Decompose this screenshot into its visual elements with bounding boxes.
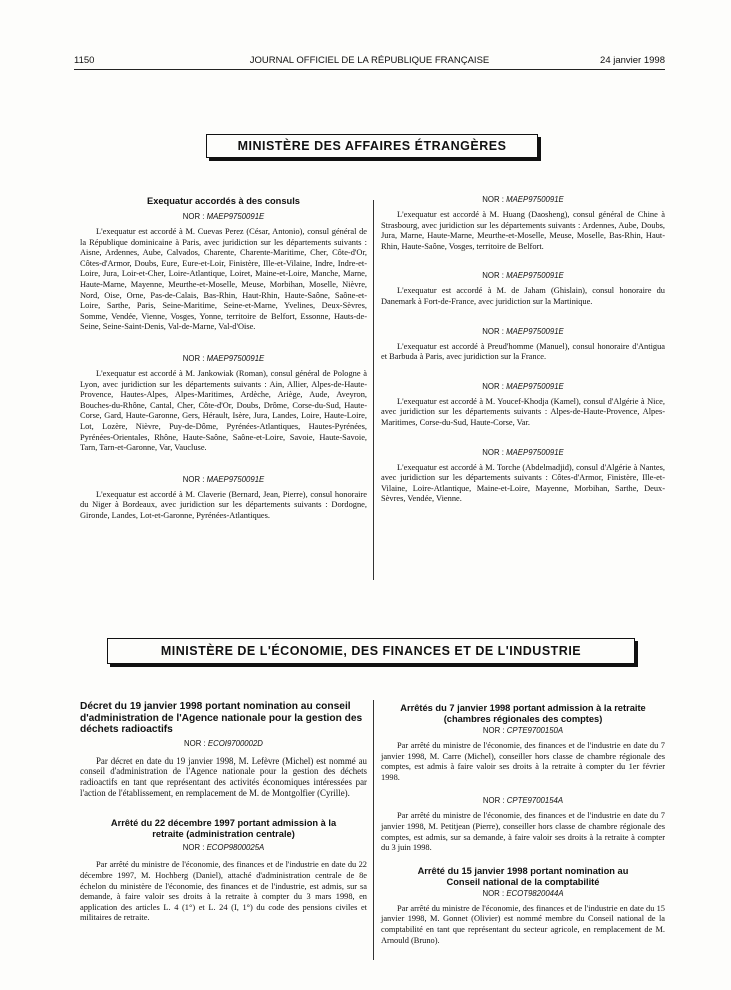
article-text: Par arrêté du ministre de l'économie, des finances et de l'industrie en date du 22 décembre 1997, M. Hochberg (Daniel), attaché d'administration centrale de 8e échelon du ministère de l'économie, des finances et de l'industrie, est admis, sur sa demande, à faire valoir ses droits à la retraite à compter du 3 mars 1998, en application des articles L. 4 (1°) et L. 24 (I, 1°) du code des pensions civiles et militaires de retraite.	[80, 860, 367, 923]
ministry-heading-economie: MINISTÈRE DE L'ÉCONOMIE, DES FINANCES ET DE L'INDUSTRIE	[107, 638, 635, 664]
article-text: Par arrêté du ministre de l'économie, des finances et de l'industrie en date du 7 janvier 1998, M. Petitjean (Pierre), conseiller hors classe de chambre régionale des comptes, est admis, sur sa demande, à faire valoir ses droits à la retraite à compter du 3 juin 1998.	[381, 811, 665, 853]
page-number: 1150	[74, 55, 95, 66]
nor-reference: NOR : MAEP9750091E	[182, 474, 265, 484]
entry-text: L'exequatur est accordé à M. Jankowiak (Roman), consul général de Pologne à Lyon, avec juridiction sur les départements suivants : Ain, Allier, Alpes-de-Haute-Provence, Hautes-Alpes, Alpes-Maritimes, Ardèche, Ariège, Aude, Aveyron, Bouches-du-Rhône, Cantal, Cher, Côte-d'Or, Doubs, Drôme, Corse-du-Sud, Haute-Corse, Gard, Haute-Garonne, Gers, Hérault, Isère, Jura, Landes, Loire, Haute-Loire, Lot, Lozère, Nièvre, Puy-de-Dôme, Pyrénées-Atlantiques, Hautes-Pyrénées, Pyrénées-Orientales, Rhône, Haute-Saône, Saône-et-Loire, Savoie, Haute-Savoie, Tarn, Tarn-et-Garonne, Var, Vaucluse.	[80, 368, 367, 453]
article-title: Arrêté du 22 décembre 1997 portant admission à la retraite (administration centrale)	[110, 818, 337, 840]
nor-reference: NOR : ECOT9820044A	[482, 888, 564, 898]
entry-text: L'exequatur est accordé à Preud'homme (Manuel), consul honoraire d'Antigua et Barbuda à Paris, avec juridiction sur la France.	[381, 341, 665, 362]
entry-text: L'exequatur est accordé à M. Youcef-Khodja (Kamel), consul d'Algérie à Nice, avec juridiction sur les départements suivants : Alpes-de-Haute-Provence, Alpes-Maritimes, Corse-du-Sud, Haute-Corse, Var.	[381, 396, 665, 427]
nor-reference: NOR : CPTE9700154A	[482, 796, 564, 806]
article-text: Par décret en date du 19 janvier 1998, M. Lefèvre (Michel) est nommé au conseil d'administration de l'Agence nationale pour la gestion des déchets radioactifs en tant que représentant des activités économiques intéressées par l'action de l'établissement, en remplacement de M. de Montgolfier (Cyrille).	[80, 755, 367, 798]
page-header	[74, 55, 665, 69]
nor-reference: NOR : CPTE9700150A	[482, 726, 564, 735]
article-text: Par arrêté du ministre de l'économie, des finances et de l'industrie en date du 7 janvier 1998, M. Carre (Michel), conseiller hors classe de chambre régionale des comptes, est admis à faire valoir ses droits à la retraite à compter du 1er février 1998.	[381, 741, 665, 782]
ministry-heading-affaires-etrangeres: MINISTÈRE DES AFFAIRES ÉTRANGÈRES	[206, 134, 538, 158]
nor-reference: NOR : ECOP9800025A	[182, 843, 265, 853]
entry-text: L'exequatur est accordé à M. de Jaham (Ghislain), consul honoraire du Danemark à Fort-de-France, avec juridiction sur la Martinique.	[381, 286, 665, 306]
section-title: Exequatur accordés à des consuls	[147, 196, 300, 206]
entry-text: L'exequatur est accordé à M. Cuevas Perez (César, Antonio), consul général de la République dominicaine à Paris, avec juridiction sur les départements suivants : Aisne, Ardennes, Aube, Calvados, Charente, Charente-Maritime, Cher, Côte-d'Or, Côtes-d'Armor, Doubs, Eure, Eure-et-Loir, Finistère, Ille-et-Vilaine, Indre, Indre-et-Loire, Jura, Loir-et-Cher, Loire-Atlantique, Loiret, Maine-et-Loire, Manche, Marne, Haute-Marne, Mayenne, Meurthe-et-Moselle, Meuse, Morbihan, Moselle, Nièvre, Nord, Oise, Orne, Pas-de-Calais, Bas-Rhin, Haut-Rhin, Haute-Saône, Saône-et-Loire, Sarthe, Paris, Seine-Maritime, Seine-et-Marne, Yvelines, Deux-Sèvres, Somme, Vendée, Vienne, Vosges, Yonne, territoire de Belfort, Essonne, Hauts-de-Seine, Seine-Saint-Denis, Val-de-Marne, Val-d'Oise.	[80, 227, 367, 332]
nor-reference: NOR : MAEP9750091E	[482, 271, 564, 281]
nor-reference: NOR : MAEP9750091E	[482, 381, 564, 391]
nor-reference: NOR : MAEP9750091E	[482, 326, 564, 336]
column-divider	[373, 700, 374, 960]
affaires-etrangeres-left-column	[80, 196, 367, 521]
affaires-etrangeres-right-column	[381, 194, 665, 505]
nor-reference: NOR : MAEP9750091E	[182, 353, 265, 363]
nor-reference: NOR : ECOI9700002D	[184, 738, 263, 748]
column-divider	[373, 200, 374, 580]
article-title: Arrêtés du 7 janvier 1998 portant admission à la retraite (chambres régionales des comptes)	[400, 703, 646, 724]
header-rule	[74, 69, 665, 70]
economie-right-column	[381, 703, 665, 946]
nor-reference: NOR : MAEP9750091E	[482, 447, 564, 457]
journal-title: JOURNAL OFFICIEL DE LA RÉPUBLIQUE FRANÇAISE	[249, 55, 490, 66]
economie-left-column	[80, 701, 367, 924]
nor-reference: NOR : MAEP9750091E	[482, 195, 564, 204]
issue-date: 24 janvier 1998	[600, 55, 665, 66]
article-title: Décret du 19 janvier 1998 portant nomination au conseil d'administration de l'Agence nationale pour la gestion des déchets radioactifs	[80, 701, 363, 735]
entry-text: L'exequatur est accordé à M. Torche (Abdelmadjid), consul d'Algérie à Nantes, avec juridiction sur les départements suivants : Côtes-d'Armor, Finistère, Ille-et-Vilaine, Loire-Atlantique, Maine-et-Loire, Mayenne, Morbihan, Sarthe, Deux-Sèvres, Vendée, Vienne.	[381, 462, 665, 504]
article-title: Arrêté du 15 janvier 1998 portant nomination au Conseil national de la comptabilité	[417, 865, 629, 887]
nor-reference: NOR : MAEP9750091E	[182, 212, 265, 221]
article-text: Par arrêté du ministre de l'économie, des finances et de l'industrie en date du 15 janvier 1998, M. Gonnet (Olivier) est nommé membre du Conseil national de la comptabilité en tant que représentant du secteur agricole, en remplacement de M. Arnould (Bruno).	[381, 903, 665, 945]
entry-text: L'exequatur est accordé à M. Claverie (Bernard, Jean, Pierre), consul honoraire du Niger à Bordeaux, avec juridiction sur les départements suivants : Dordogne, Gironde, Landes, Lot-et-Garonne, Pyrénées-Atlantiques.	[80, 489, 367, 520]
entry-text: L'exequatur est accordé à M. Huang (Daosheng), consul général de Chine à Strasbourg, avec juridiction sur les départements suivants : Ardennes, Aube, Doubs, Jura, Marne, Haute-Marne, Meurthe-et-Moselle, Meuse, Moselle, Bas-Rhin, Haut-Rhin, Haute-Saône, Vosges, territoire de Belfort.	[381, 210, 665, 251]
